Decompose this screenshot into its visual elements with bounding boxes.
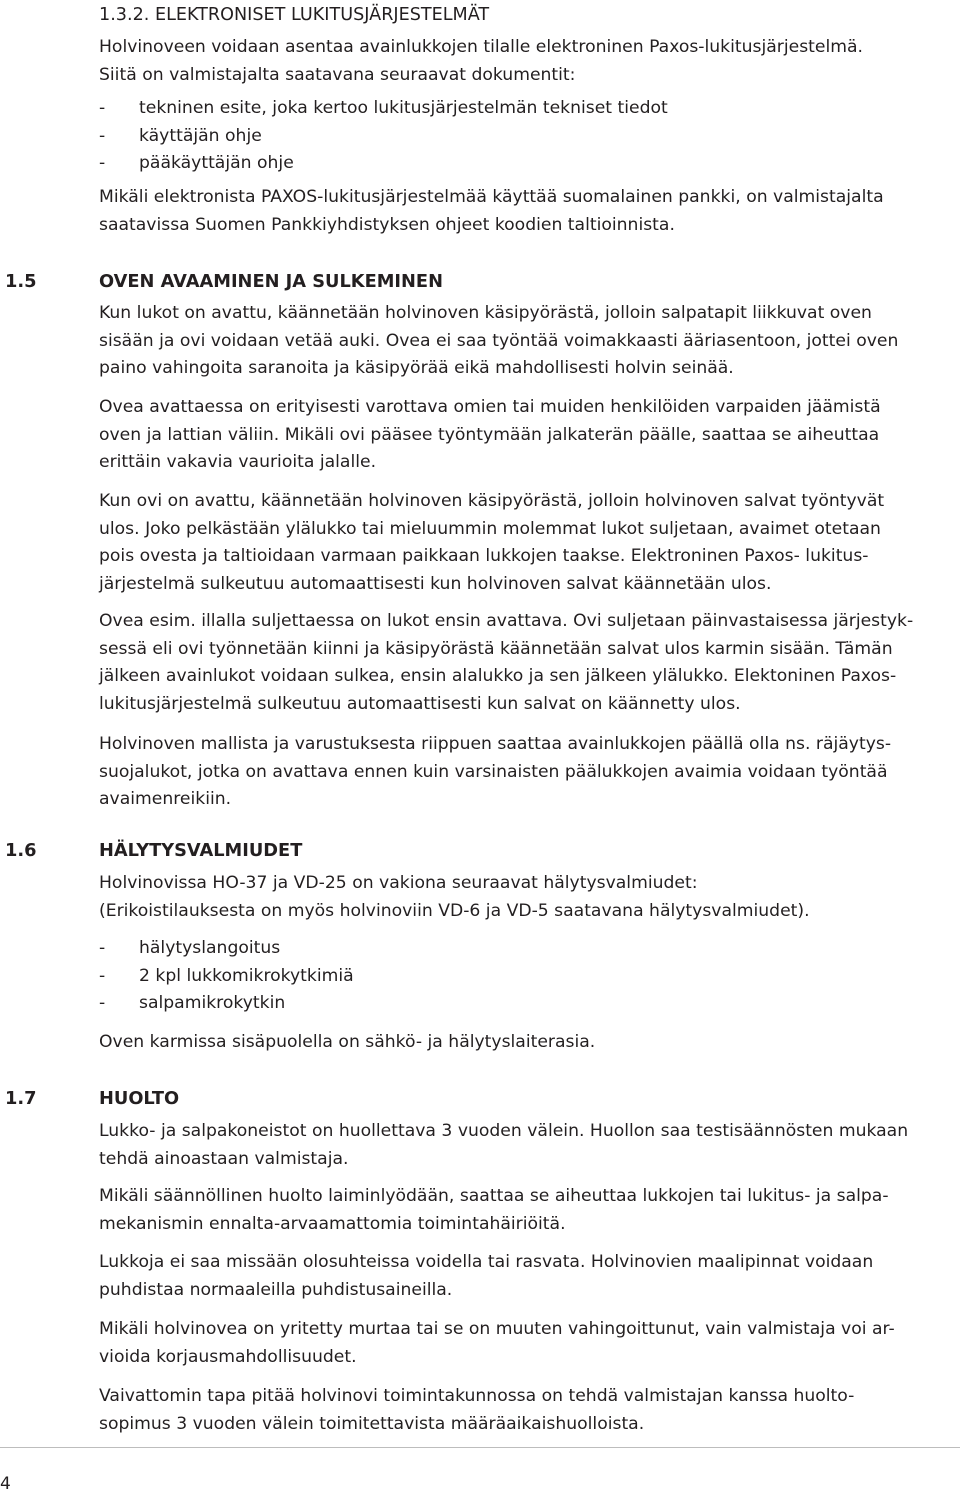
text-line: Kun lukot on avattu, käännetään holvinoven käsipyörästä, jolloin salpatapit liikkuvat oven — [99, 303, 872, 323]
list-item-text: pääkäyttäjän ohje — [139, 153, 294, 173]
footer-divider — [0, 1447, 960, 1448]
paragraph — [99, 608, 951, 718]
text-line: puhdistaa normaaleilla puhdistusaineilla. — [99, 1279, 453, 1300]
section-title: OVEN AVAAMINEN JA SULKEMINEN — [99, 271, 443, 292]
page-number: 4 — [0, 1474, 11, 1494]
text-line: oven ja lattian väliin. Mikäli ovi pääsee työntymään jalkaterän päälle, saattaa se aiheuttaa — [99, 424, 880, 445]
list-item-text: käyttäjän ohje — [139, 125, 262, 146]
paragraph — [99, 870, 951, 925]
list-item-text: hälytyslangoitus — [139, 938, 281, 958]
text-line: Siitä on valmistajalta saatavana seuraavat dokumentit: — [99, 64, 576, 85]
text-line: Ovea esim. illalla suljettaessa on lukot ensin avattava. Ovi suljetaan päinvastaisessa järjestyk- — [99, 611, 914, 631]
text-line: Mikäli holvinovea on yritetty murtaa tai se on muuten vahingoittunut, vain valmistaja voi ar- — [99, 1319, 895, 1339]
section-number: 1.6 — [5, 840, 37, 861]
text-line: Kun ovi on avattu, käännetään holvinoven käsipyörästä, jolloin holvinoven salvat työntyvät — [99, 491, 885, 511]
text-line: järjestelmä sulkeutuu automaattisesti kun holvinoven salvat käännetään ulos. — [99, 573, 772, 594]
paragraph — [99, 1383, 951, 1438]
text-line: sessä eli ovi työnnetään kiinni ja käsipyörästä käännetään salvat ulos karmin sisään. Tämän — [99, 638, 893, 659]
dash-marker: - — [99, 125, 106, 146]
paragraph — [99, 1029, 951, 1057]
section-number: 1.5 — [5, 271, 37, 292]
text-line: Holvinovissa HO-37 ja VD-25 on vakiona seuraavat hälytysvalmiudet: — [99, 873, 698, 893]
alarm-list — [99, 935, 951, 1018]
list-item-text: salpamikrokytkin — [139, 993, 286, 1013]
text-line: jälkeen avainlukot voidaan sulkea, ensin alalukko ja sen jälkeen ylälukko. Elektoninen Paxos- — [99, 666, 897, 686]
dash-marker: - — [99, 153, 106, 173]
text-line: ulos. Joko pelkästään ylälukko tai mieluummin molemmat lukot suljetaan, avaimet otetaan — [99, 518, 881, 539]
list-item — [99, 123, 951, 151]
text-line: Vaivattomin tapa pitää holvinovi toimintakunnossa on tehdä valmistajan kanssa huolto- — [99, 1386, 855, 1406]
section-heading-1-5 — [5, 268, 443, 296]
text-line: vioida korjausmahdollisuudet. — [99, 1346, 357, 1367]
text-line: Mikäli elektronista PAXOS-lukitusjärjestelmää käyttää suomalainen pankki, on valmistajalta — [99, 187, 884, 207]
text-line: tehdä ainoastaan valmistaja. — [99, 1148, 349, 1169]
section-title: HÄLYTYSVALMIUDET — [99, 840, 303, 861]
paragraph — [99, 1249, 951, 1304]
subsection-note — [99, 184, 951, 239]
subsection-number: 1.3.2. — [99, 5, 150, 25]
section-title: HUOLTO — [99, 1088, 180, 1109]
dash-marker: - — [99, 98, 106, 118]
text-line: saatavissa Suomen Pankkiyhdistyksen ohjeet koodien taltioinnista. — [99, 214, 675, 235]
paragraph — [99, 1183, 951, 1238]
list-item-text: tekninen esite, joka kertoo lukitusjärjestelmän tekniset tiedot — [139, 98, 668, 118]
paragraph — [99, 488, 951, 598]
text-line: Ovea avattaessa on erityisesti varottava omien tai muiden henkilöiden varpaiden jäämistä — [99, 397, 881, 417]
paragraph — [99, 394, 951, 477]
text-line: (Erikoistilauksesta on myös holvinoviin VD-6 ja VD-5 saatavana hälytysvalmiudet). — [99, 900, 810, 921]
list-item — [99, 150, 951, 178]
text-line: sopimus 3 vuoden välein toimitettavista määräaikaishuolloista. — [99, 1413, 645, 1434]
subsection-title: ELEKTRONISET LUKITUSJÄRJESTELMÄT — [154, 5, 490, 25]
text-line: Lukko- ja salpakoneistot on huollettava 3 vuoden välein. Huollon saa testisäännösten mukaan — [99, 1121, 909, 1141]
paragraph — [99, 731, 951, 814]
text-line: paino vahingoita saranoita ja käsipyörää eikä mahdollisesti holvin seinää. — [99, 358, 734, 378]
text-line: Holvinoven mallista ja varustuksesta riippuen saattaa avainlukkojen päällä olla ns. räjäytys- — [99, 734, 892, 754]
text-line: mekanismin ennalta-arvaamattomia toimintahäiriöitä. — [99, 1213, 566, 1234]
subsection-intro — [99, 34, 951, 89]
paragraph — [99, 1118, 951, 1173]
text-line: Lukkoja ei saa missään olosuhteissa voidella tai rasvata. Holvinovien maalipinnat voidaan — [99, 1252, 874, 1272]
document-list — [99, 95, 951, 178]
text-line: Mikäli säännöllinen huolto laiminlyödään, saattaa se aiheuttaa lukkojen tai lukitus- ja salpa- — [99, 1186, 889, 1206]
text-line: pois ovesta ja taltioidaan varmaan paikkaan lukkojen taakse. Elektroninen Paxos- lukitus- — [99, 546, 869, 566]
dash-marker: - — [99, 965, 106, 986]
list-item — [99, 990, 951, 1018]
text-line: sisään ja ovi voidaan vetää auki. Ovea ei saa työntää voimakkaasti ääriasentoon, jottei oven — [99, 330, 899, 351]
text-line: avaimenreikiin. — [99, 789, 232, 809]
list-item-text: 2 kpl lukkomikrokytkimiä — [139, 965, 354, 986]
text-line: lukitusjärjestelmä sulkeutuu automaattisesti kun salvat on käännetty ulos. — [99, 693, 741, 714]
text-line: erittäin vakavia vaurioita jalalle. — [99, 452, 377, 472]
section-number: 1.7 — [5, 1088, 37, 1109]
text-line: Holvinoveen voidaan asentaa avainlukkojen tilalle elektroninen Paxos-lukitusjärjestelmä. — [99, 37, 864, 57]
list-item — [99, 963, 951, 991]
section-heading-1-6 — [5, 837, 302, 865]
text-line: Oven karmissa sisäpuolella on sähkö- ja hälytyslaiterasia. — [99, 1032, 596, 1052]
list-item — [99, 95, 951, 123]
paragraph — [99, 300, 951, 383]
list-item — [99, 935, 951, 963]
section-heading-1-7 — [5, 1085, 179, 1113]
paragraph — [99, 1316, 951, 1371]
subsection-heading — [99, 2, 489, 30]
dash-marker: - — [99, 938, 106, 958]
text-line: suojalukot, jotka on avattava ennen kuin varsinaisten päälukkojen avaimia voidaan työntää — [99, 761, 888, 782]
dash-marker: - — [99, 993, 106, 1013]
